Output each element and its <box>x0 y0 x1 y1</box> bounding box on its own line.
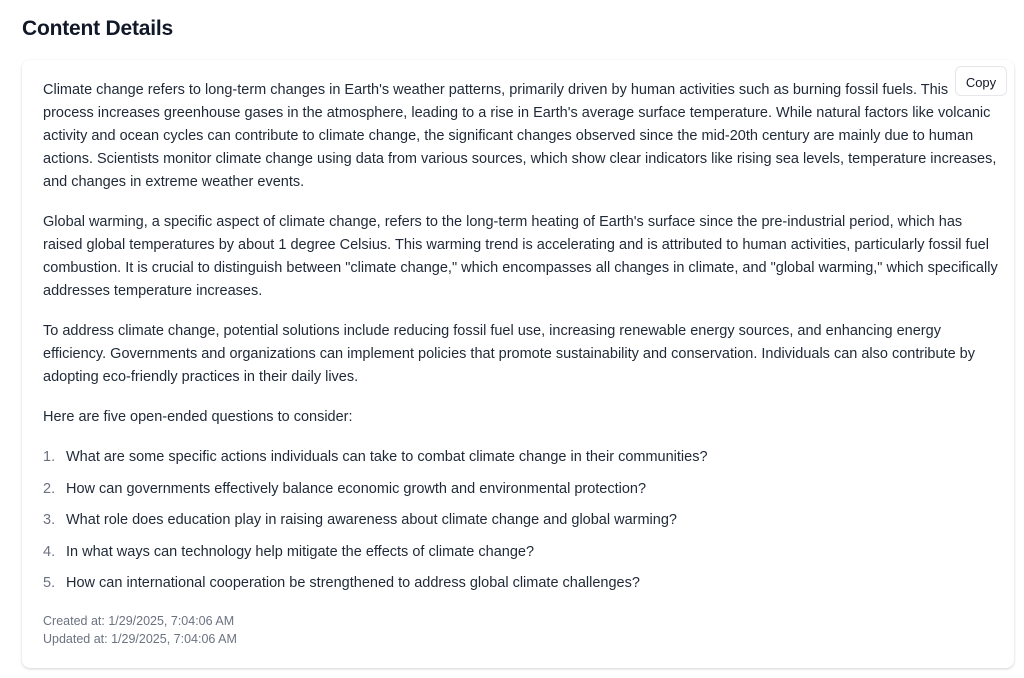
list-item-text: What role does education play in raising awareness about climate change and global warming? <box>66 512 677 528</box>
paragraph: To address climate change, potential solutions include reducing fossil fuel use, increasing renewable energy sources, and enhancing energy efficiency. Governments and organizations can implement policies that promote sustainability and conservation. Individuals can also contribute by adopting eco-friendly practices in their daily lives. <box>43 323 976 385</box>
copy-button[interactable]: Copy <box>955 66 1007 96</box>
paragraph: Global warming, a specific aspect of climate change, refers to the long-term heating of Earth's surface since the pre-industrial period, which has raised global temperatures by about 1 degree Celsius. This warming trend is accelerating and is attributed to human activities, particularly fossil fuel combustion. It is crucial to distinguish between "climate change," which encompasses all changes in climate, and "global warming," which specifically addresses temperature increases. <box>43 214 998 299</box>
timestamps <box>43 613 237 648</box>
page-title: Content Details <box>22 17 174 40</box>
list-item-text: How can governments effectively balance economic growth and environmental protection? <box>66 480 647 497</box>
created-timestamp: Created at: 1/29/2025, 7:04:06 AM <box>43 614 235 628</box>
paragraph: Climate change refers to long-term changes in Earth's weather patterns, primarily driven by human activities such as burning fossil fuels. This process increases greenhouse gases in the atmosphere, leading to a rise in Earth's average surface temperature. While natural factors like volcanic activity and ocean cycles can contribute to climate change, the significant changes observed since the mid-20th century are mainly due to human actions. Scientists monitor climate change using data from various sources, which show clear indicators like rising sea levels, temperature increases, and changes in extreme weather events. <box>43 82 997 190</box>
questions-intro: Here are five open-ended questions to consider: <box>43 409 353 425</box>
content-body <box>43 79 998 604</box>
list-item-number: 5. <box>43 575 56 591</box>
list-item <box>43 446 998 478</box>
list-item-number: 3. <box>43 512 56 528</box>
list-item-text: How can international cooperation be strengthened to address global climate challenges? <box>66 575 640 591</box>
list-item <box>43 572 998 604</box>
list-item <box>43 478 998 510</box>
list-item-text: In what ways can technology help mitigate the effects of climate change? <box>66 543 535 560</box>
updated-timestamp: Updated at: 1/29/2025, 7:04:06 AM <box>43 631 237 646</box>
questions-list <box>43 446 998 604</box>
list-item-number: 4. <box>43 543 56 560</box>
list-item-number: 1. <box>43 449 56 465</box>
list-item-text: What are some specific actions individuals can take to combat climate change in their communities? <box>66 449 708 465</box>
list-item <box>43 509 998 541</box>
list-item-number: 2. <box>43 480 56 497</box>
list-item <box>43 541 998 573</box>
